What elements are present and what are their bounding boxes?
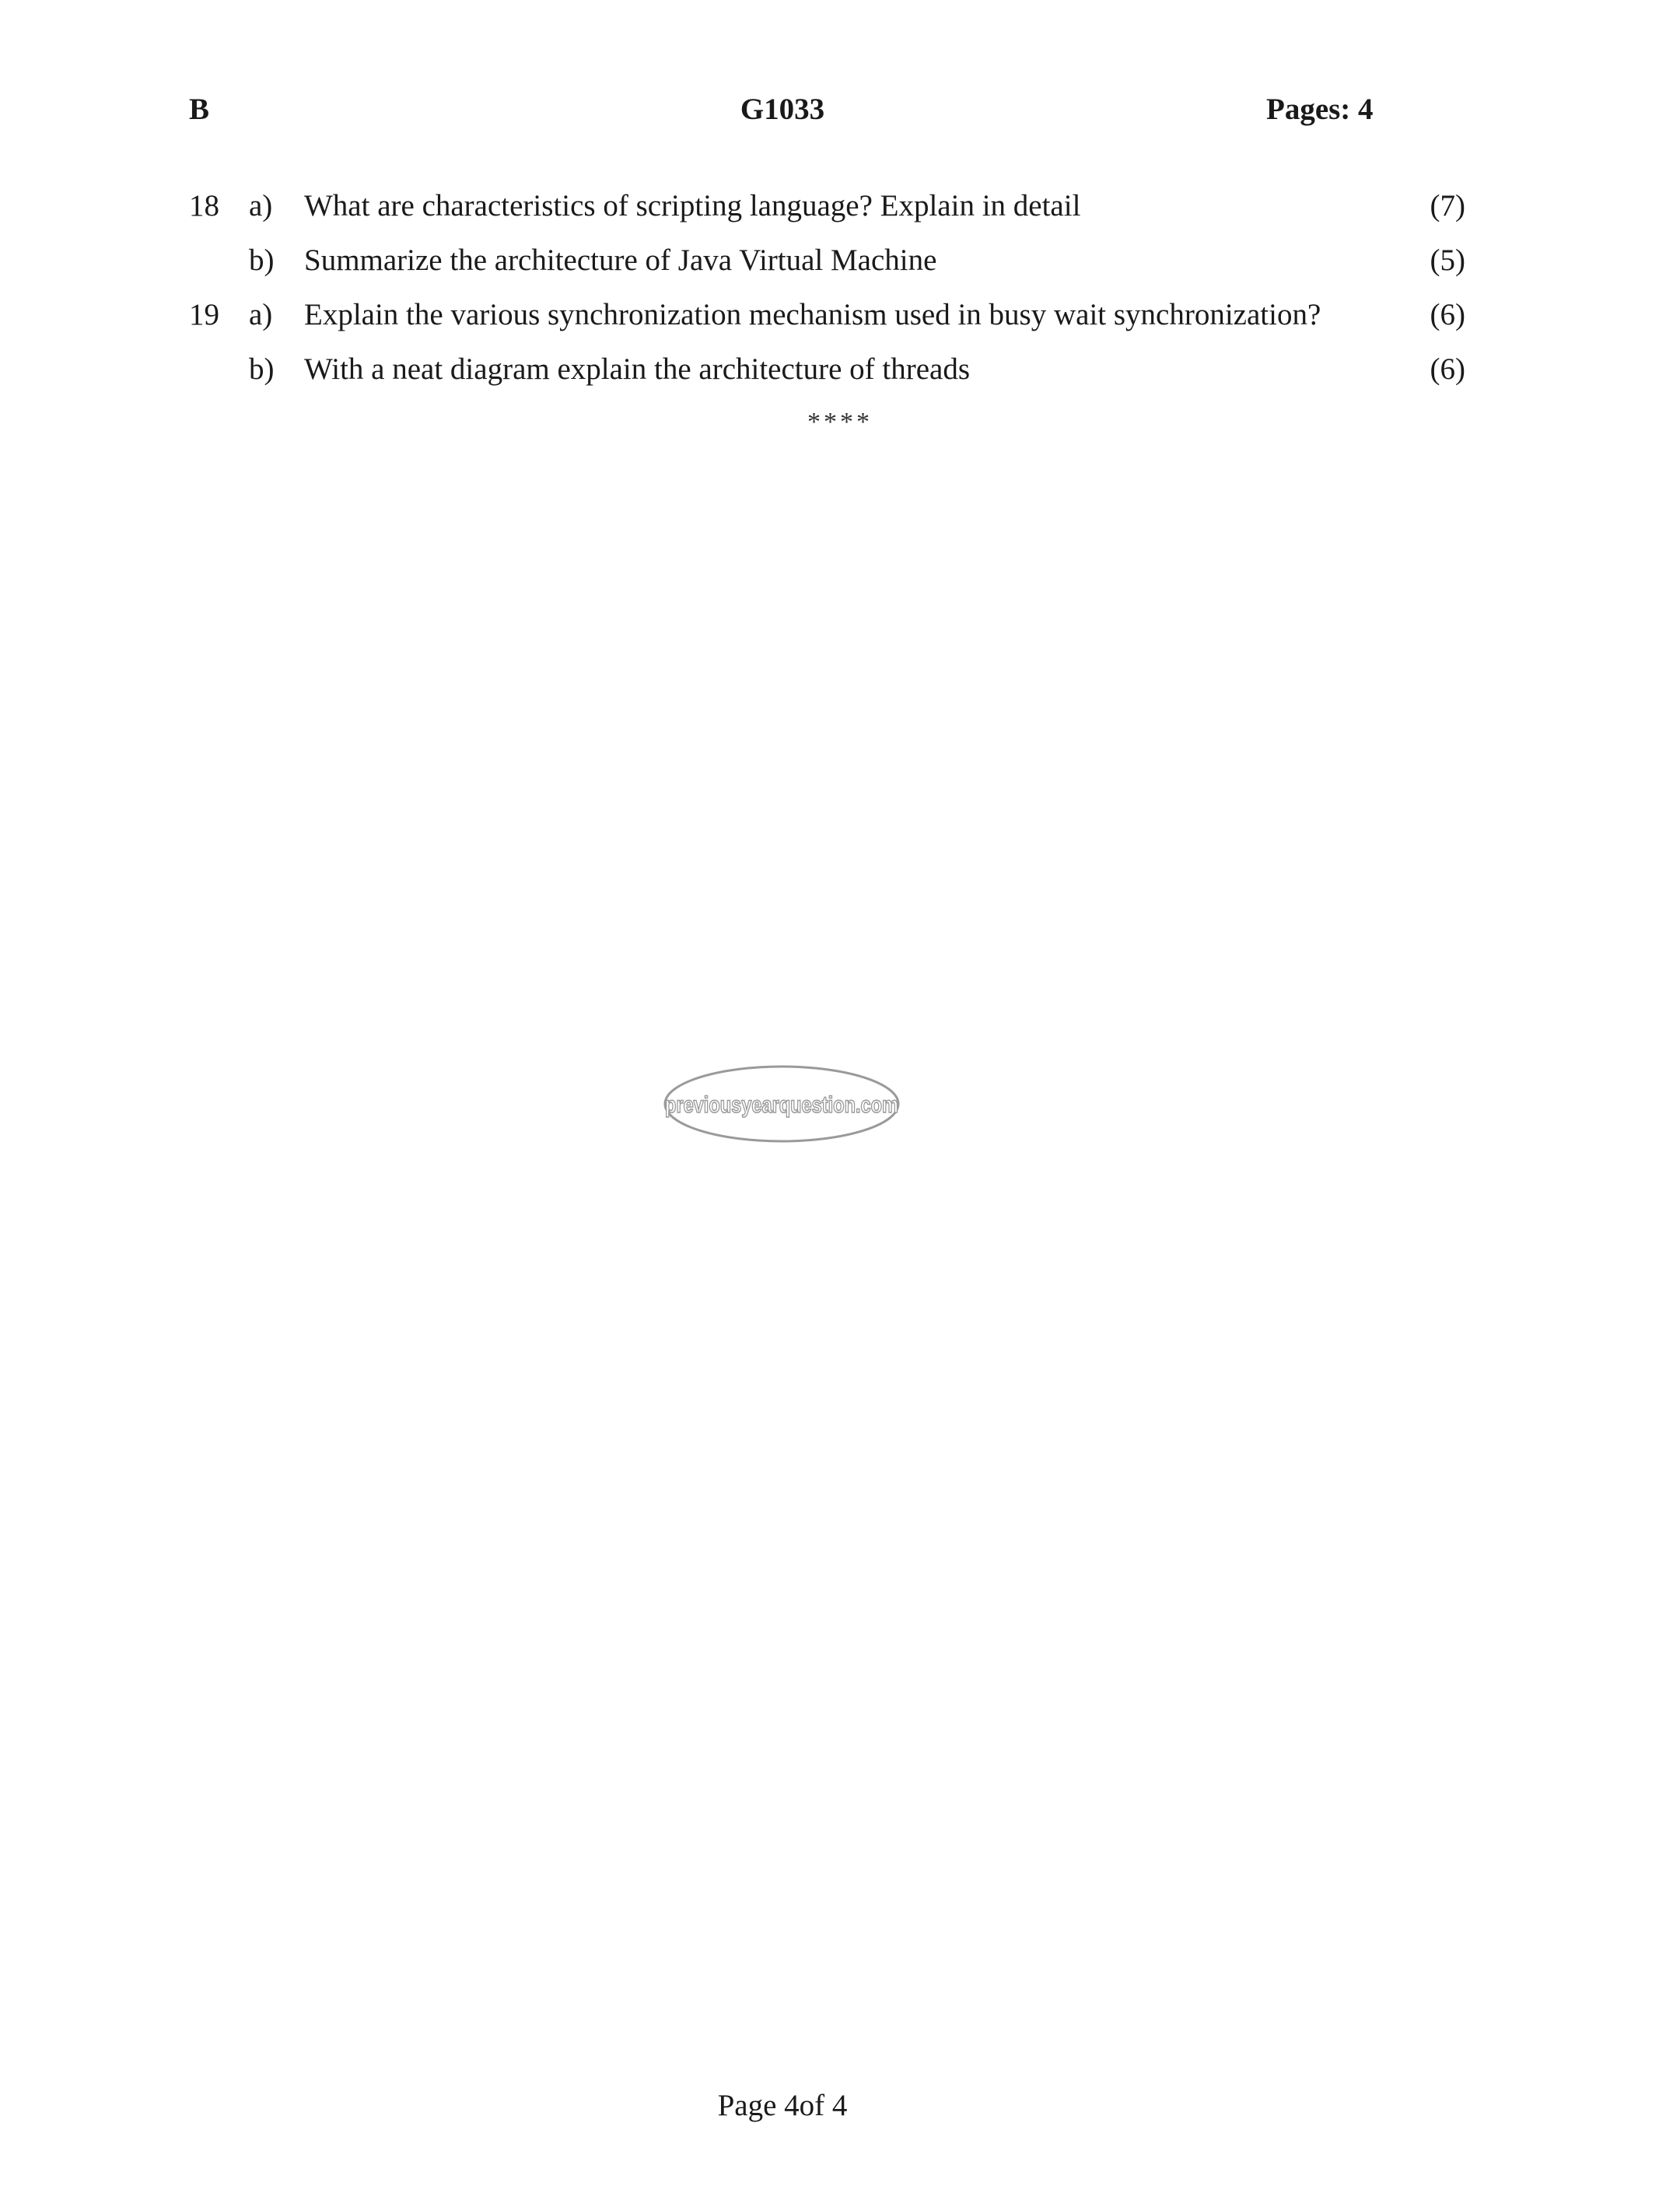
- question-text: With a neat diagram explain the architecture of threads: [304, 352, 971, 386]
- watermark-logo: [663, 1064, 901, 1144]
- question-list: [0, 187, 1556, 405]
- page-count: Pages: 4: [1266, 93, 1374, 126]
- question-part: b): [249, 243, 275, 277]
- paper-code: G1033: [740, 93, 825, 126]
- end-of-paper-mark: ****: [807, 408, 873, 436]
- question-number: 18: [189, 189, 219, 222]
- question-part: b): [249, 352, 275, 386]
- question-number: 19: [189, 298, 219, 331]
- watermark-text: previousyearquestion.com: [665, 1092, 898, 1118]
- question-marks: (6): [1430, 298, 1465, 331]
- question-set-label: B: [189, 93, 210, 126]
- question-marks: (7): [1430, 189, 1465, 222]
- question-marks: (5): [1430, 243, 1465, 277]
- page-footer: Page 4of 4: [717, 2089, 848, 2122]
- question-row: [0, 241, 1556, 296]
- question-row: [0, 350, 1556, 405]
- question-text: What are characteristics of scripting language? Explain in detail: [304, 189, 1081, 222]
- question-part: a): [249, 298, 273, 331]
- question-marks: (6): [1430, 352, 1465, 386]
- question-text: Explain the various synchronization mechanism used in busy wait synchronization?: [304, 298, 1321, 331]
- page-header: [0, 92, 1556, 131]
- question-row: [0, 187, 1556, 241]
- question-text: Summarize the architecture of Java Virtual Machine: [304, 243, 937, 277]
- question-part: a): [249, 189, 273, 222]
- question-row: [0, 296, 1556, 350]
